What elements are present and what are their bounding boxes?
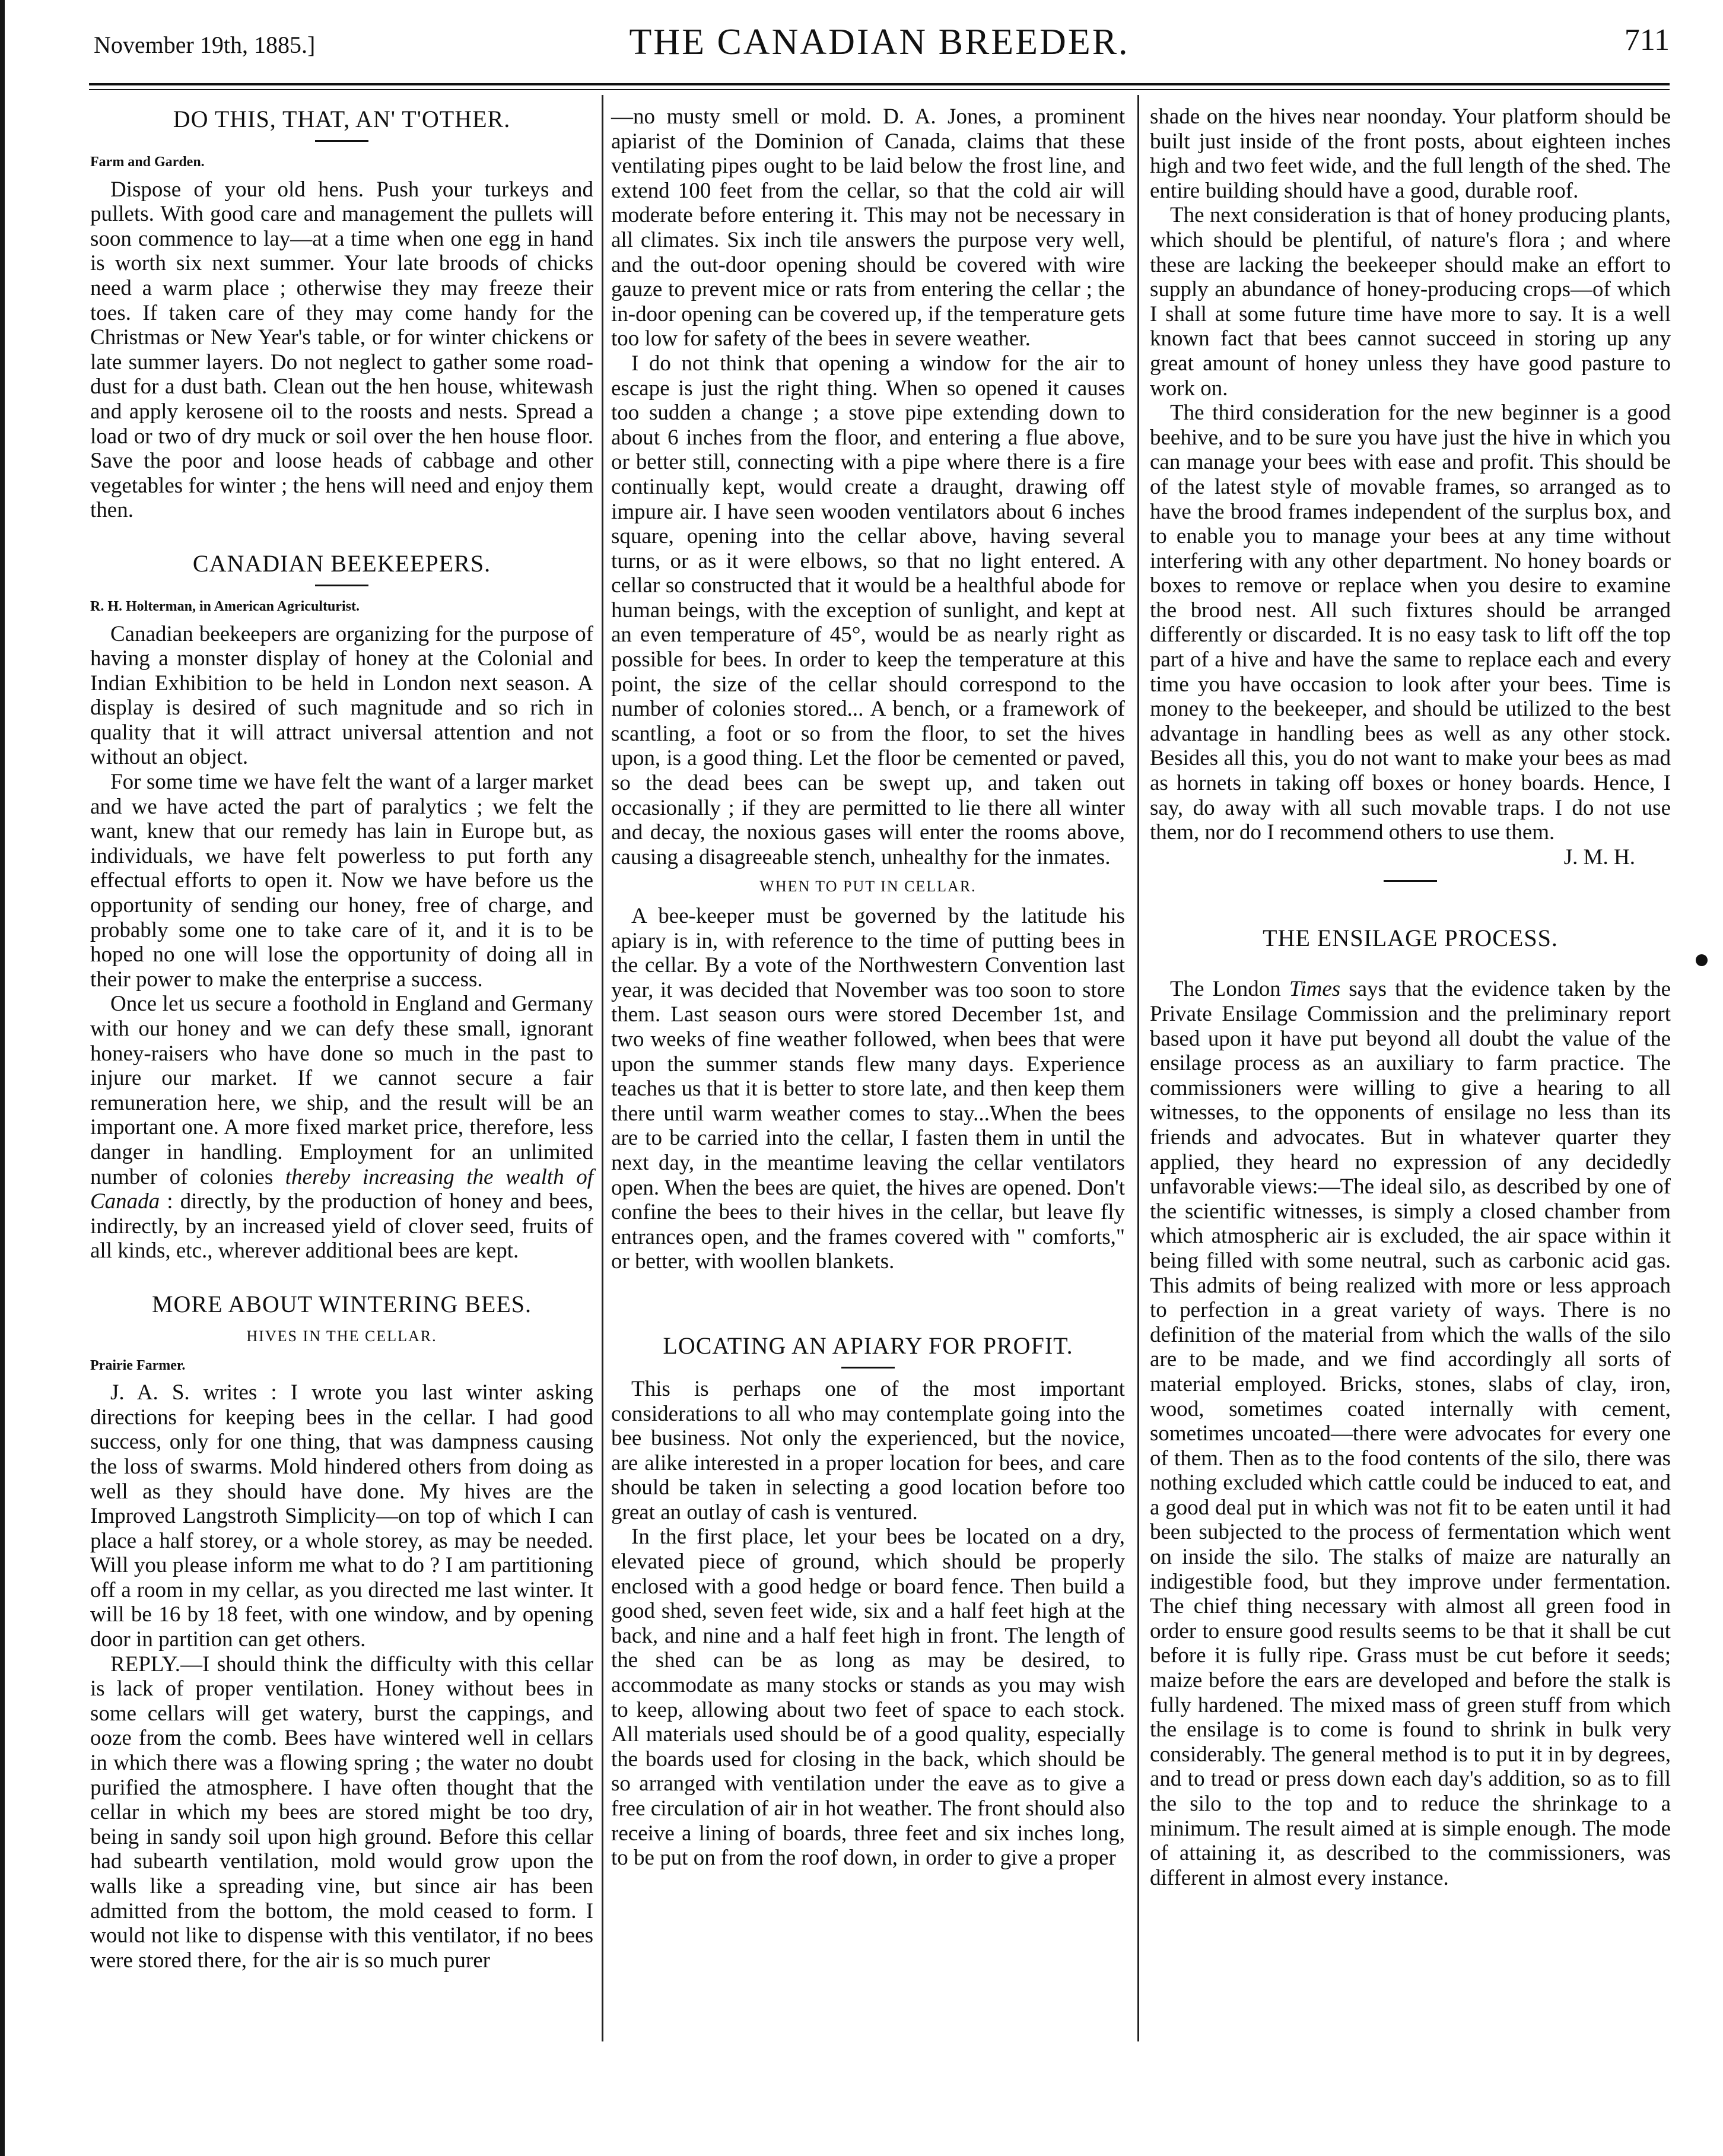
title-divider [315,140,368,142]
page-header [89,18,1670,71]
article-source: Prairie Farmer. [90,1357,186,1373]
paragraph [1150,977,1671,1890]
article-title: CANADIAN BEEKEEPERS. [192,550,491,577]
column-1 [90,104,593,1973]
article-title: THE ENSILAGE PROCESS. [1263,925,1558,952]
article-title: MORE ABOUT WINTERING BEES. [151,1290,532,1317]
column-2 [611,104,1125,1871]
header-rule-bottom [89,89,1670,90]
paragraph-text: says that the evidence taken by the Private Ensilage Commission and the preliminary report based upon it have put beyond all doubt the value of the ensilage process as an auxiliary to farm practice. The commissioners were willing to give a hearing to all witnesses, to the opponents of ensilage no less than its friends and advocates. But in whatever quarter they applied, they heard no expression of any decidedly unfavorable views:—The ideal silo, as described by one of the scientific witnesses, is simply a closed chamber from which atmospheric air is excluded, the air space within it being filled with some neutral, such as carbonic acid gas. This admits of being realized with more or less approach to perfection in a great variety of ways. There is no definition of the material from which the walls of the silo are to be made, and we find accordingly all sorts of material employed. Bricks, stones, slabs of clay, iron, wood, sometimes coated internally with cement, sometimes uncoated—there were advocates for every one of them. Then as to the food contents of the silo, there was nothing excluded which cattle could be induced to eat, and a good deal put in which was not fit to be eaten until it had been subjected to the process of fermentation which went on inside the silo. The stalks of maize are naturally an indigestible food, but they improve under fermentation. The chief thing necessary with almost all green food in order to ensure good results seems to be that it shall be cut before it is fully ripe. Grass must be cut before it seeds; maize before the ears are developed and before the stalk is fully hardened. The mixed mass of green stuff from which the ensilage is to come is found to shrink in bulk very considerably. The general method is to put it in by degrees, and to tread or press down each day's addition, so as to fill the silo to the top and to reduce the shrinkage to a minimum. The result aimed at is simple enough. The mode of attaining it, as described to the commissioners, was different in almost every instance. [1150,977,1671,1890]
article-source: R. H. Holterman, in American Agriculturist. [90,598,360,614]
author-signature: J. M. H. [1563,844,1635,869]
article-title: LOCATING AN APIARY FOR PROFIT. [663,1332,1073,1359]
header-rule-top [89,83,1670,85]
issue-date: November 19th, 1885.] [94,31,316,58]
paragraph: Canadian beekeepers are organizing for the purpose of having a monster display of honey at the Colonial and Indian Exhibition to be held in London next season. A display is desired of such magnitude and so rich in quality that it will attract universal attention and not without an object. [90,621,593,770]
paragraph: A bee-keeper must be governed by the latitude his apiary is in, with reference to the time of putting bees in the cellar. By a vote of the Northwestern Convention last year, it was decided that November was too soon to store them. Last season ours were stored December 1st, and two weeks of fine weather followed, when bees that were upon the summer stands flew many days. Experience teaches us that it is better to store late, and then keep them there until warm weather comes to stay...When the bees are to be carried into the cellar, I fasten them in until the next day, in the meantime leaving the cellar ventilators open. When the bees are quiet, the hives are opened. Don't confine the bees to their hives in the cellar, but leave fly entrances open, and the frames covered with " comforts," or better, with woollen blankets. [611,904,1125,1274]
paragraph: In the first place, let your bees be located on a dry, elevated piece of ground, which should be properly enclosed with a good hedge or board fence. Then build a good shed, seven feet wide, six and a half feet high at the back, and nine and a half feet high in front. The length of the shed can be as long as may be desired, to accommodate as many stocks or stands as you may wish to keep, allowing about two feet of space to each stock. All materials used should be of a good quality, especially the boards used for closing in the back, which should be so arranged with ventilation under the eave as to give a free circulation of air in hot weather. The front should also receive a lining of boards, three feet and six inches long, to be put on from the roof down, in order to give a proper [611,1525,1125,1871]
title-divider [315,585,368,586]
paragraph [90,992,593,1263]
paragraph: The next consideration is that of honey producing plants, which should be plentiful, of nature's flora ; and where these are lacking the beekeeper should make an effort to supply an abundance of honey-producing crops—of which I shall at some future time have more to say. It is a well known fact that bees cannot succeed in storing up any great amount of honey unless they have good pasture to work on. [1150,203,1671,401]
section-subheading: WHEN TO PUT IN CELLAR. [759,878,977,896]
article-title: DO THIS, THAT, AN' T'OTHER. [173,106,511,132]
title-divider [841,1367,895,1368]
italic-phrase: thereby increasing the wealth of Canada [90,1164,593,1214]
column-divider-2 [1137,95,1139,2041]
article-ensilage-process [1150,923,1671,1890]
paragraph: This is perhaps one of the most important considerations to all who may contemplate going into the bee business. Not only the experienced, but the novice, are alike interested in a proper location for bees, and care should be taken in selecting a good location before too great an outlay of cash is ventured. [611,1376,1125,1525]
paragraph: shade on the hives near noonday. Your platform should be built just inside of the front posts, about eighteen inches high and two feet wide, and the full length of the shed. The entire building should have a good, durable roof. [1150,104,1671,203]
column-3 [1150,104,1671,1890]
paragraph-text: The London [1170,977,1281,1002]
paragraph: —no musty smell or mold. D. A. Jones, a prominent apiarist of the Dominion of Canada, claims that these ventilating pipes ought to be laid below the frost line, and extend 100 feet from the cellar, so that the cold air will moderate before entering it. This may not be necessary in all climates. Six inch tile answers the purpose very well, and the out-door opening should be covered with wire gauze to prevent mice or rats from entering the cellar ; the in-door opening can be covered up, if the temperature gets too low for safety of the bees in severe weather. [611,104,1125,351]
section-divider [1384,880,1437,882]
article-do-this-that [90,104,593,523]
paragraph: For some time we have felt the want of a larger market and we have acted the part of paralytics ; we felt the want, knew that our remedy has lain in Europe but, as individuals, we have felt powerless to put forth any effectual efforts to open it. Now we have before us the opportunity of sending our honey, free of charge, and probably some one to take care of it, and it is to be hoped no one will lose the opportunity of doing all in their power to make the enterprise a success. [90,770,593,992]
paragraph: REPLY.—I should think the difficulty with this cellar is lack of proper ventilation. Honey without bees in some cellars will get watery, burst the cappings, and ooze from the comb. Bees have wintered well in cellars in which there was a flowing spring ; the water no doubt purified the atmosphere. I have often thought that the cellar in which my bees are stored might be too dry, being in sandy soil upon high ground. Before this cellar had subearth ventilation, mold would grow upon the walls like a spreading vine, but since air has been admitted from the bottom, the mold ceased to form. I would not like to dispense with this ventilator, if no bees were stored there, for the air is so much purer [90,1652,593,1973]
margin-dot [1696,954,1708,966]
article-locating-apiary [611,1331,1125,1871]
article-source: Farm and Garden. [90,154,205,170]
page-number: 711 [1624,23,1670,57]
paragraph: The third consideration for the new beginner is a good beehive, and to be sure you have just the hive in which you can manage your bees with ease and profit. This should be of the latest style of movable frames, so arranged as to have the brood frames independent of the surplus box, and to enable you to manage your bees at any time without interfering with any other department. No honey boards or boxes to remove or replace when you desire to examine the brood nest. All such fixtures should be arranged differently or discarded. It is no easy task to lift off the top part of a hive and have the same to replace each and every time you have occasion to look after your bees. Time is money to the beekeeper, and should be utilized to the best advantage in handling bees as well as any other stock. Besides all this, you do not want to make your bees as mad as hornets in taking off boxes or honey boards. Hence, I say, do away with all such movable traps. I do not use them, nor do I recommend others to use them. [1150,401,1671,845]
paragraph: I do not think that opening a window for the air to escape is just the right thing. When so opened it causes too sudden a change ; a stove pipe extending down to about 6 inches from the floor, and entering a flue above, or better still, connecting with a pipe where there is a fire continually kept, would create a draught, drawing off impure air. I have seen wooden ventilators about 6 inches square, opening into the cellar above, having several turns, or as it were elbows, so that no light entered. A cellar so constructed that it would be a healthful abode for human beings, with the exception of sunlight, and kept at an even temperature of 45°, would be as nearly right as possible for bees. In order to keep the temperature at this point, the size of the cellar should correspond to the number of colonies stored... A bench, or a framework of scantling, a foot or so from the floor, to set the hives upon, is a good thing. Let the floor be cemented or paved, so the dead bees can be swept up, and taken out occasionally ; if they are permitted to lie there all winter and decay, the noxious gases will enter the rooms above, causing a disagreeable stench, unhealthy for the inmates. [611,351,1125,869]
article-subtitle: HIVES IN THE CELLAR. [246,1327,437,1345]
article-canadian-beekeepers [90,549,593,1263]
column-divider-1 [602,95,603,2041]
article-wintering-bees [90,1290,593,1973]
page-left-edge [0,0,5,2156]
paragraph: Dispose of your old hens. Push your turkeys and pullets. With good care and management the pullets will soon commence to lay—at a time when one egg in hand is worth six next summer. Your late broods of chicks need a warm place ; otherwise they may freeze their toes. If taken care of they may come handy for the Christmas or New Year's table, or for winter chickens or late summer layers. Do not neglect to gather some road-dust for a dust bath. Clean out the hen house, whitewash and apply kerosene oil to the roosts and nests. Spread a load or two of dry muck or soil over the hen house floor. Save the poor and loose heads of cabbage and other vegetables for winter ; the hens will need and enjoy them then. [90,177,593,523]
paragraph-text: : directly, by the production of honey and bees, indirectly, by an increased yield of clover seed, fruits of all kinds, etc., wherever additional bees are kept. [90,1189,593,1263]
publication-title: THE CANADIAN BREEDER. [629,22,1130,62]
paragraph: J. A. S. writes : I wrote you last winter asking directions for keeping bees in the cellar. I had good success, only for one thing, that was dampness causing the loss of swarms. Mold hindered others from doing as well as they should have done. My hives are the Improved Langstroth Simplicity—on top of which I can place a half storey, or a whole storey, as may be needed. Will you please inform me what to do ? I am partitioning off a room in my cellar, as you directed me last winter. It will be 16 by 18 feet, with one window, and by opening door in partition can get others. [90,1380,593,1652]
paragraph-text: Once let us secure a foothold in England and Germany with our honey and we can defy these small, ignorant honey-raisers who have done so much in the past to injure our market. If we cannot secure a fair remuneration here, we ship, and the result will be an important one. A more fixed market price, therefore, less danger in handling. Employment for an unlimited number of colonies [90,992,593,1189]
italic-phrase: Times [1289,977,1341,1002]
